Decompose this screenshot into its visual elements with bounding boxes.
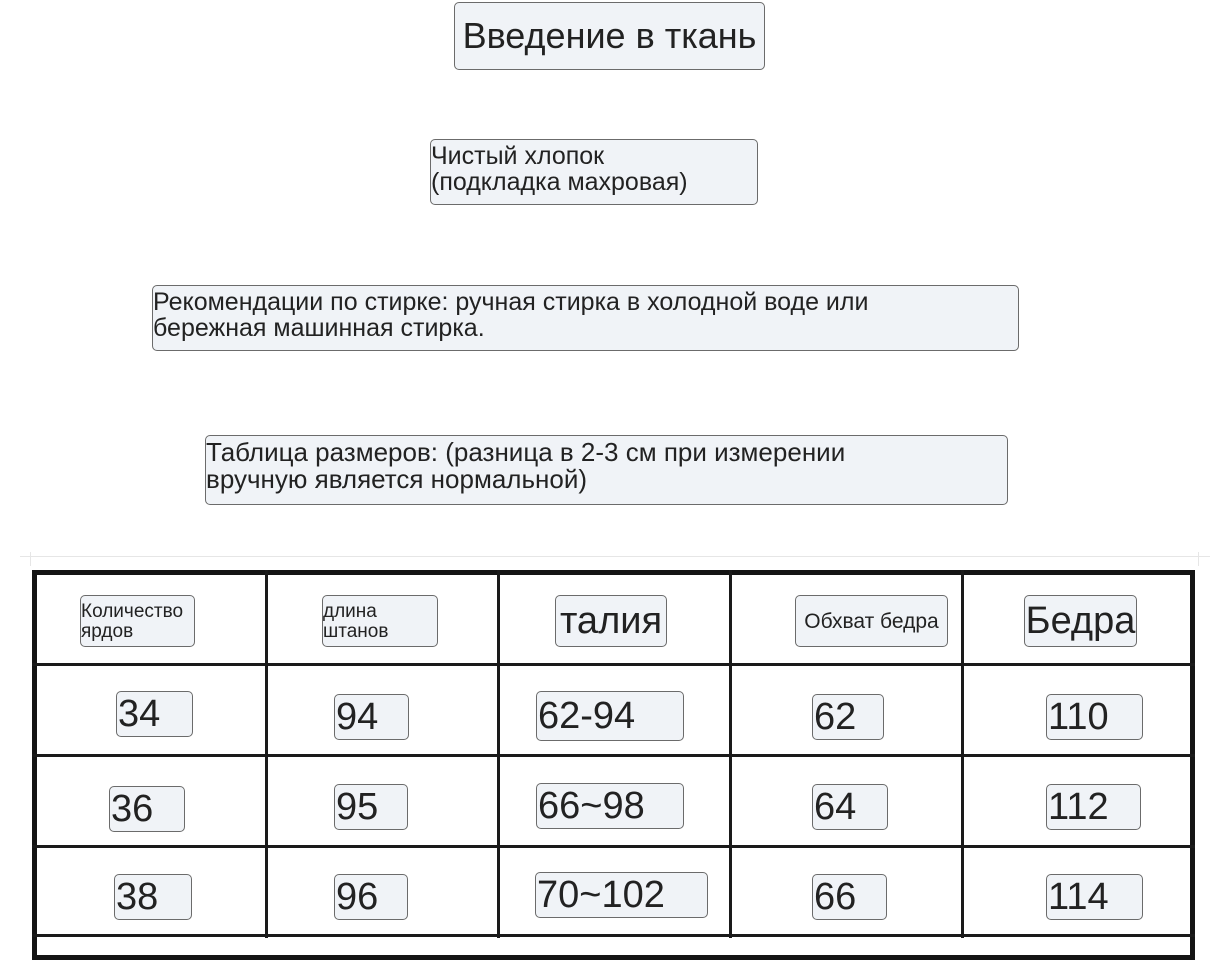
table-cell-pants-length (334, 784, 408, 830)
size-note-line-2: вручную является нормальной) (206, 464, 587, 495)
header-pants-length-line-1: длина (323, 601, 377, 623)
table-cell-thigh (812, 694, 884, 740)
table-cell-pants-length (334, 874, 408, 920)
row-divider (32, 845, 1195, 848)
table-cell-yards (114, 874, 192, 920)
cell-value: 110 (1048, 696, 1109, 738)
guide-line (20, 556, 1210, 557)
header-hips-text: Бедра (1025, 600, 1136, 642)
guide-tick (1198, 552, 1199, 566)
table-cell-thigh (812, 874, 887, 920)
cell-value: 112 (1048, 786, 1109, 828)
header-hips (1024, 595, 1137, 647)
fabric-description (430, 139, 758, 205)
page-title-text: Введение в ткань (462, 15, 757, 57)
table-cell-waist (535, 872, 708, 918)
cell-value: 36 (111, 788, 154, 830)
header-thigh-text: Обхват бедра (804, 609, 939, 633)
cell-value: 62 (814, 696, 857, 738)
row-divider (32, 663, 1195, 666)
table-cell-thigh (812, 784, 888, 830)
guide-tick (30, 552, 31, 566)
table-cell-hips (1046, 874, 1143, 920)
table-cell-hips (1046, 784, 1141, 830)
header-yards-line-2: ярдов (81, 621, 134, 642)
header-waist-text: талия (559, 600, 663, 642)
cell-value: 38 (116, 876, 159, 918)
table-cell-waist (536, 691, 684, 741)
fabric-line-1: Чистый хлопок (431, 142, 605, 170)
table-cell-hips (1046, 694, 1143, 740)
header-pants-length (322, 595, 438, 647)
washing-line-2: бережная машинная стирка. (153, 314, 485, 343)
cell-value: 70~102 (537, 874, 665, 916)
washing-instructions (152, 285, 1019, 351)
cell-value: 64 (814, 786, 857, 828)
table-cell-yards (109, 786, 185, 832)
header-thigh (795, 595, 948, 647)
table-cell-pants-length (334, 694, 409, 740)
fabric-line-2: (подкладка махровая) (431, 168, 688, 197)
table-cell-yards (116, 691, 193, 737)
cell-value: 96 (336, 876, 379, 918)
cell-value: 66~98 (538, 785, 645, 827)
cell-value: 62-94 (538, 695, 636, 737)
cell-value: 66 (814, 876, 857, 918)
header-waist (555, 595, 667, 647)
row-divider (32, 754, 1195, 757)
cell-value: 94 (336, 696, 379, 738)
header-yards-line-1: Количество (81, 601, 184, 623)
page-title (454, 2, 765, 70)
size-chart-note (205, 435, 1008, 505)
cell-value: 95 (336, 786, 379, 828)
table-cell-waist (536, 783, 684, 829)
cell-value: 34 (118, 693, 161, 735)
washing-line-1: Рекомендации по стирке: ручная стирка в холодной воде или (153, 288, 869, 316)
row-divider (32, 934, 1195, 937)
cell-value: 114 (1048, 876, 1109, 918)
header-pants-length-line-2: штанов (323, 621, 389, 642)
header-yards (80, 595, 195, 647)
size-table (32, 570, 1195, 960)
size-note-line-1: Таблица размеров: (разница в 2-3 см при измерении (206, 437, 846, 467)
